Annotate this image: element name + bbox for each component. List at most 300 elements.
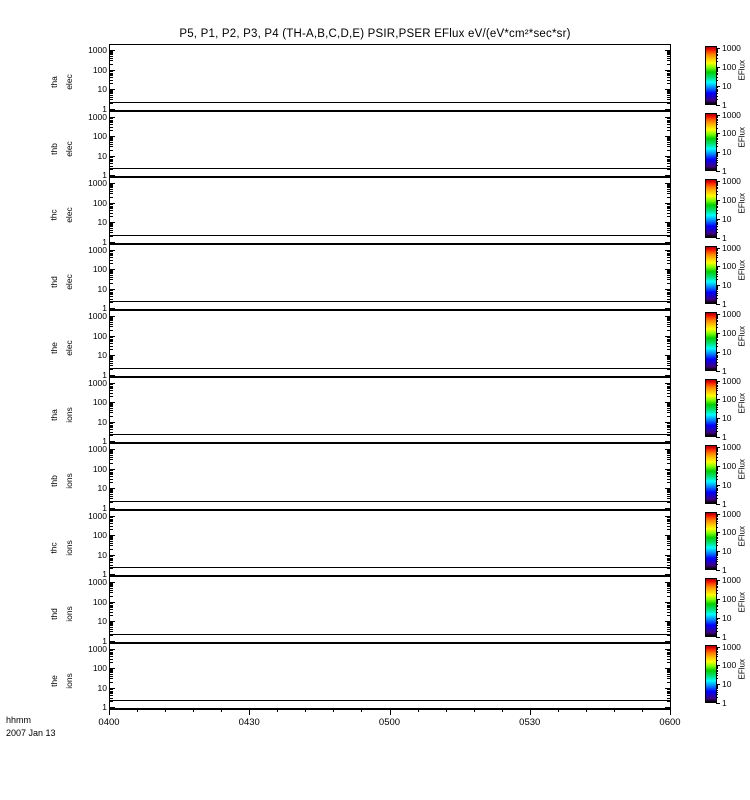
x-axis-tick <box>670 709 671 715</box>
y-axis-minor-tick <box>110 609 113 610</box>
spectrogram-panel <box>88 510 671 579</box>
y-axis-minor-tick <box>667 422 670 423</box>
panel-row-label <box>46 443 76 510</box>
y-axis-minor-tick <box>110 232 113 233</box>
colorbar-tick-label: 100 <box>722 460 737 471</box>
y-axis-minor-tick <box>667 224 670 225</box>
y-axis-minor-tick <box>110 357 113 358</box>
colorbar-tick-label: 1 <box>722 99 727 110</box>
colorbar-minor-tick <box>716 194 718 195</box>
colorbar-minor-tick <box>716 315 718 316</box>
colorbar-minor-tick <box>716 625 718 626</box>
colorbar-minor-tick <box>716 50 718 51</box>
y-axis-minor-tick <box>667 326 670 327</box>
y-axis-minor-tick <box>667 607 670 608</box>
y-axis-minor-tick <box>110 529 113 530</box>
panel-data-line <box>110 567 670 568</box>
colorbar-minor-tick <box>716 668 718 669</box>
y-axis-minor-tick <box>110 453 113 454</box>
y-axis-minor-tick <box>667 319 670 320</box>
colorbar-tick-label: 1 <box>722 432 727 442</box>
y-axis-minor-tick <box>110 494 113 495</box>
y-axis-minor-tick <box>667 463 670 464</box>
colorbar-minor-tick <box>716 160 718 161</box>
panel-row-label <box>46 310 76 377</box>
y-axis-minor-tick <box>667 92 670 93</box>
y-axis-tick-label: 100 <box>92 64 107 75</box>
y-axis-minor-tick <box>667 341 670 342</box>
colorbar-minor-tick <box>716 87 718 88</box>
y-axis-minor-tick <box>667 523 670 524</box>
colorbar-minor-tick <box>716 210 718 211</box>
y-axis-minor-tick <box>110 560 113 561</box>
y-axis-minor-tick <box>110 92 113 93</box>
y-axis-minor-tick <box>667 80 670 81</box>
y-axis-minor-tick <box>110 672 113 673</box>
colorbar-tick <box>716 514 720 515</box>
colorbar <box>705 442 741 509</box>
y-axis-tick-label: 100 <box>92 197 107 208</box>
colorbar-minor-tick <box>716 141 718 142</box>
y-axis-minor-tick <box>667 185 670 186</box>
colorbar-minor-tick <box>716 457 718 458</box>
colorbar-tick <box>716 647 720 648</box>
colorbar-minor-tick <box>716 514 718 515</box>
y-axis-minor-tick <box>110 343 113 344</box>
y-axis-tick <box>665 375 670 376</box>
y-axis-minor-tick <box>110 406 113 407</box>
y-axis-minor-tick <box>667 556 670 557</box>
y-axis-minor-tick <box>110 631 113 632</box>
panel-label-species: ions <box>63 672 74 689</box>
y-axis-minor-tick <box>110 70 113 71</box>
panel-data-line <box>110 301 670 302</box>
y-axis-minor-tick <box>667 629 670 630</box>
y-axis-minor-tick <box>110 160 113 161</box>
y-axis-minor-tick <box>110 193 113 194</box>
y-axis-tick-label: 1000 <box>88 377 107 388</box>
y-axis-tick-label: 1 <box>102 436 107 446</box>
panel-data-line <box>110 434 670 435</box>
y-axis-tick <box>110 289 115 290</box>
y-axis-minor-tick <box>667 583 670 584</box>
y-axis-minor-tick <box>667 406 670 407</box>
y-axis-minor-tick <box>667 656 670 657</box>
colorbar-tick <box>716 266 720 267</box>
y-axis-minor-tick <box>110 383 113 384</box>
y-axis-tick <box>110 469 115 470</box>
y-axis-tick <box>665 621 670 622</box>
y-axis-minor-tick <box>110 612 113 613</box>
spectrogram-panel <box>88 310 671 380</box>
y-axis-tick-label: 1000 <box>88 45 107 55</box>
colorbar-minor-tick <box>716 470 718 471</box>
y-axis-minor-tick <box>667 592 670 593</box>
y-axis-minor-tick <box>667 232 670 233</box>
y-axis-minor-tick <box>110 206 113 207</box>
y-axis-minor-tick <box>667 568 670 569</box>
y-axis-tick-label: 100 <box>92 463 107 474</box>
panel-label-probe: thb <box>48 475 59 488</box>
colorbar-tick <box>716 181 720 182</box>
y-axis-minor-tick <box>667 457 670 458</box>
colorbar-minor-tick <box>716 156 718 157</box>
colorbar-minor-tick <box>716 557 718 558</box>
y-axis-minor-tick <box>667 197 670 198</box>
y-axis-tick <box>110 183 115 184</box>
colorbar-minor-tick <box>716 622 718 623</box>
x-axis-minor-tick <box>614 709 615 712</box>
y-axis-minor-tick <box>667 270 670 271</box>
colorbar-minor-tick <box>716 381 718 382</box>
x-axis-tick-label: 0600 <box>659 717 681 728</box>
y-axis-minor-tick <box>667 559 670 560</box>
y-axis-minor-tick <box>110 469 113 470</box>
colorbar-minor-tick <box>716 89 718 90</box>
y-axis-minor-tick <box>110 83 113 84</box>
colorbar-minor-tick <box>716 343 718 344</box>
colorbar-minor-tick <box>716 587 718 588</box>
y-axis-minor-tick <box>110 543 113 544</box>
colorbar-tick-label: 1000 <box>722 375 741 386</box>
x-axis-minor-tick <box>277 709 278 712</box>
y-axis-minor-tick <box>110 204 113 205</box>
y-axis-minor-tick <box>667 139 670 140</box>
y-axis-minor-tick <box>667 541 670 542</box>
y-axis-tick-label: 1 <box>102 569 107 579</box>
y-axis-minor-tick <box>667 223 670 224</box>
colorbar-tick-label: 1 <box>722 299 727 309</box>
x-axis-minor-tick <box>502 709 503 712</box>
y-axis-minor-tick <box>110 689 113 690</box>
y-axis-minor-tick <box>667 615 670 616</box>
y-axis-minor-tick <box>667 427 670 428</box>
y-axis-minor-tick <box>667 349 670 350</box>
colorbar-minor-tick <box>716 222 718 223</box>
y-axis-minor-tick <box>110 75 113 76</box>
colorbar-minor-tick <box>716 55 718 56</box>
panel-label-probe: thd <box>48 608 59 621</box>
colorbar-minor-tick <box>716 586 718 587</box>
colorbar-title: EFlux <box>737 60 747 81</box>
y-axis-minor-tick <box>110 58 113 59</box>
x-axis-tick-label: 0500 <box>378 717 401 728</box>
y-axis-minor-tick <box>667 277 670 278</box>
y-axis-minor-tick <box>667 403 670 404</box>
y-axis-minor-tick <box>667 555 670 556</box>
y-axis-minor-tick <box>110 482 113 483</box>
y-axis-minor-tick <box>667 549 670 550</box>
colorbar-minor-tick <box>716 136 718 137</box>
colorbar-minor-tick <box>716 420 718 421</box>
panel-row-label <box>46 576 76 643</box>
y-axis-minor-tick <box>110 60 113 61</box>
y-axis-minor-tick <box>110 349 113 350</box>
y-axis-minor-tick <box>110 502 113 503</box>
y-axis-minor-tick <box>667 146 670 147</box>
colorbar-minor-tick <box>716 249 718 250</box>
y-axis-minor-tick <box>110 463 113 464</box>
y-axis-minor-tick <box>667 289 670 290</box>
colorbar-minor-tick <box>716 359 718 360</box>
colorbar-tick <box>716 248 720 249</box>
colorbar-minor-tick <box>716 382 718 383</box>
y-axis-minor-tick <box>110 584 113 585</box>
colorbar-minor-tick <box>716 253 718 254</box>
colorbar-tick <box>716 504 720 505</box>
colorbar-tick-label: 10 <box>722 679 732 690</box>
y-axis-minor-tick <box>110 54 113 55</box>
colorbar-minor-tick <box>716 593 718 594</box>
colorbar-minor-tick <box>716 671 718 672</box>
y-axis-tick <box>110 516 115 517</box>
y-axis-tick-label: 1000 <box>88 111 107 122</box>
y-axis-minor-tick <box>667 585 670 586</box>
y-axis-minor-tick <box>667 213 670 214</box>
colorbar-minor-tick <box>716 692 718 693</box>
panel-label-species: elec <box>63 140 74 157</box>
y-axis-tick <box>110 668 115 669</box>
y-axis-minor-tick <box>667 302 670 303</box>
y-axis-minor-tick <box>110 695 113 696</box>
y-axis-minor-tick <box>110 251 113 252</box>
colorbar-title: EFlux <box>737 459 747 480</box>
y-axis-tick-label: 1 <box>102 702 107 712</box>
y-axis-minor-tick <box>667 283 670 284</box>
y-axis-minor-tick <box>110 568 113 569</box>
y-axis-minor-tick <box>110 583 113 584</box>
colorbar-minor-tick <box>716 134 718 135</box>
colorbar <box>705 109 741 176</box>
colorbar-minor-tick <box>716 337 718 338</box>
y-axis-minor-tick <box>667 384 670 385</box>
colorbar-tick <box>716 580 720 581</box>
y-axis-minor-tick <box>110 363 113 364</box>
panel-data-line <box>110 102 670 103</box>
y-axis-minor-tick <box>110 451 113 452</box>
y-axis-minor-tick <box>667 472 670 473</box>
y-axis-tick <box>665 175 670 176</box>
y-axis-minor-tick <box>667 365 670 366</box>
y-axis-minor-tick <box>667 588 670 589</box>
y-axis-minor-tick <box>667 584 670 585</box>
colorbar-minor-tick <box>716 602 718 603</box>
colorbar-minor-tick <box>716 424 718 425</box>
colorbar-tick <box>716 219 720 220</box>
colorbar-minor-tick <box>716 564 718 565</box>
y-axis-minor-tick <box>667 273 670 274</box>
y-axis-minor-tick <box>110 292 113 293</box>
y-axis-minor-tick <box>667 290 670 291</box>
x-axis-minor-tick <box>474 709 475 712</box>
colorbar-minor-tick <box>716 538 718 539</box>
panel-label-species: ions <box>63 606 74 623</box>
colorbar-minor-tick <box>716 158 718 159</box>
colorbar-minor-tick <box>716 135 718 136</box>
y-axis-minor-tick <box>667 425 670 426</box>
colorbar-minor-tick <box>716 401 718 402</box>
y-axis-minor-tick <box>667 526 670 527</box>
y-axis-tick <box>665 222 670 223</box>
colorbar-minor-tick <box>716 70 718 71</box>
colorbar-tick-label: 1000 <box>722 109 741 120</box>
y-axis-minor-tick <box>667 251 670 252</box>
y-axis-tick <box>665 582 670 583</box>
y-axis-minor-tick <box>110 159 113 160</box>
y-axis-minor-tick <box>667 118 670 119</box>
colorbar-minor-tick <box>716 559 718 560</box>
y-axis-tick <box>110 203 115 204</box>
y-axis-minor-tick <box>110 207 113 208</box>
y-axis-minor-tick <box>110 605 113 606</box>
y-axis-minor-tick <box>667 70 670 71</box>
y-axis-minor-tick <box>667 163 670 164</box>
y-axis-minor-tick <box>667 565 670 566</box>
colorbar-tick <box>716 703 720 704</box>
y-axis-minor-tick <box>110 127 113 128</box>
y-axis-minor-tick <box>110 405 113 406</box>
y-axis-minor-tick <box>110 203 113 204</box>
y-axis-tick-label: 1 <box>102 369 107 380</box>
colorbar-minor-tick <box>716 697 718 698</box>
x-axis-tick-label: 0430 <box>238 717 260 728</box>
colorbar-tick-label: 1000 <box>722 508 741 519</box>
y-axis-minor-tick <box>110 161 113 162</box>
colorbar-minor-tick <box>716 454 718 455</box>
y-axis-minor-tick <box>667 516 670 517</box>
y-axis-tick <box>110 336 115 337</box>
y-axis-minor-tick <box>110 676 113 677</box>
x-axis-minor-tick <box>586 709 587 712</box>
y-axis-tick <box>110 269 115 270</box>
colorbar-tick-label: 100 <box>722 128 737 139</box>
y-axis-minor-tick <box>667 498 670 499</box>
y-axis-minor-tick <box>110 491 113 492</box>
y-axis-tick <box>665 70 670 71</box>
y-axis-minor-tick <box>667 451 670 452</box>
y-axis-tick-label: 100 <box>92 330 107 341</box>
y-axis-minor-tick <box>110 656 113 657</box>
y-axis-minor-tick <box>667 470 670 471</box>
colorbar-minor-tick <box>716 605 718 606</box>
colorbar-minor-tick <box>716 77 718 78</box>
colorbar-tick <box>716 551 720 552</box>
colorbar-minor-tick <box>716 553 718 554</box>
spectrogram-panel <box>88 643 671 712</box>
colorbar-minor-tick <box>716 486 718 487</box>
panel-label-species: ions <box>63 473 74 490</box>
y-axis-minor-tick <box>667 536 670 537</box>
y-axis-tick <box>110 402 115 403</box>
y-axis-tick <box>665 402 670 403</box>
panel-data-line <box>110 634 670 635</box>
y-axis-tick <box>665 383 670 384</box>
colorbar-tick <box>716 285 720 286</box>
y-axis-minor-tick <box>110 156 113 157</box>
y-axis-minor-tick <box>110 277 113 278</box>
colorbar-tick-label: 100 <box>722 527 737 538</box>
colorbar-minor-tick <box>716 623 718 624</box>
colorbar-minor-tick <box>716 203 718 204</box>
colorbar-tick-label: 1 <box>722 232 727 243</box>
y-axis-minor-tick <box>110 422 113 423</box>
y-axis-minor-tick <box>667 160 670 161</box>
y-axis-minor-tick <box>667 64 670 65</box>
colorbar-minor-tick <box>716 590 718 591</box>
y-axis-minor-tick <box>667 627 670 628</box>
y-axis-minor-tick <box>667 296 670 297</box>
colorbar-minor-tick <box>716 518 718 519</box>
colorbar-tick-label: 10 <box>722 479 732 490</box>
y-axis-minor-tick <box>110 339 113 340</box>
colorbar-minor-tick <box>716 74 718 75</box>
y-axis-minor-tick <box>110 590 113 591</box>
panel-data-line <box>110 501 670 502</box>
colorbar-minor-tick <box>716 561 718 562</box>
colorbar-minor-tick <box>716 320 718 321</box>
y-axis-minor-tick <box>110 698 113 699</box>
y-axis-tick <box>665 508 670 509</box>
y-axis-minor-tick <box>110 71 113 72</box>
y-axis-minor-tick <box>667 596 670 597</box>
y-axis-minor-tick <box>667 479 670 480</box>
colorbar-minor-tick <box>716 468 718 469</box>
colorbar-minor-tick <box>716 600 718 601</box>
y-axis-minor-tick <box>667 207 670 208</box>
colorbar-tick-label: 10 <box>722 546 732 557</box>
y-axis-minor-tick <box>667 698 670 699</box>
colorbar-minor-tick <box>716 51 718 52</box>
colorbar-minor-tick <box>716 450 718 451</box>
y-axis-tick-label: 100 <box>92 596 107 607</box>
colorbar-tick <box>716 665 720 666</box>
y-axis-minor-tick <box>667 53 670 54</box>
y-axis-tick <box>110 641 115 642</box>
colorbar-minor-tick <box>716 353 718 354</box>
y-axis-minor-tick <box>110 473 113 474</box>
y-axis-minor-tick <box>667 482 670 483</box>
y-axis-minor-tick <box>667 545 670 546</box>
colorbar-minor-tick <box>716 252 718 253</box>
y-axis-minor-tick <box>110 124 113 125</box>
y-axis-minor-tick <box>667 169 670 170</box>
y-axis-tick <box>110 250 115 251</box>
y-axis-minor-tick <box>667 650 670 651</box>
panel-row-label <box>46 44 76 111</box>
y-axis-minor-tick <box>667 490 670 491</box>
colorbar-tick-label: 100 <box>722 593 737 604</box>
y-axis-minor-tick <box>110 517 113 518</box>
x-axis-tick-label: 0530 <box>519 717 541 728</box>
colorbar-tick-label: 1000 <box>722 575 741 585</box>
colorbar-tick-label: 1000 <box>722 176 741 186</box>
colorbar-minor-tick <box>716 288 718 289</box>
y-axis-minor-tick <box>667 253 670 254</box>
y-axis-tick-label: 1 <box>102 103 107 114</box>
y-axis-minor-tick <box>110 138 113 139</box>
y-axis-minor-tick <box>667 138 670 139</box>
y-axis-minor-tick <box>667 322 670 323</box>
y-axis-tick <box>665 555 670 556</box>
colorbar-minor-tick <box>716 271 718 272</box>
colorbar-tick <box>716 399 720 400</box>
y-axis-minor-tick <box>667 476 670 477</box>
panel-label-probe: tha <box>48 408 59 421</box>
y-axis-minor-tick <box>667 492 670 493</box>
colorbar-minor-tick <box>716 279 718 280</box>
y-axis-minor-tick <box>667 558 670 559</box>
colorbar-minor-tick <box>716 609 718 610</box>
